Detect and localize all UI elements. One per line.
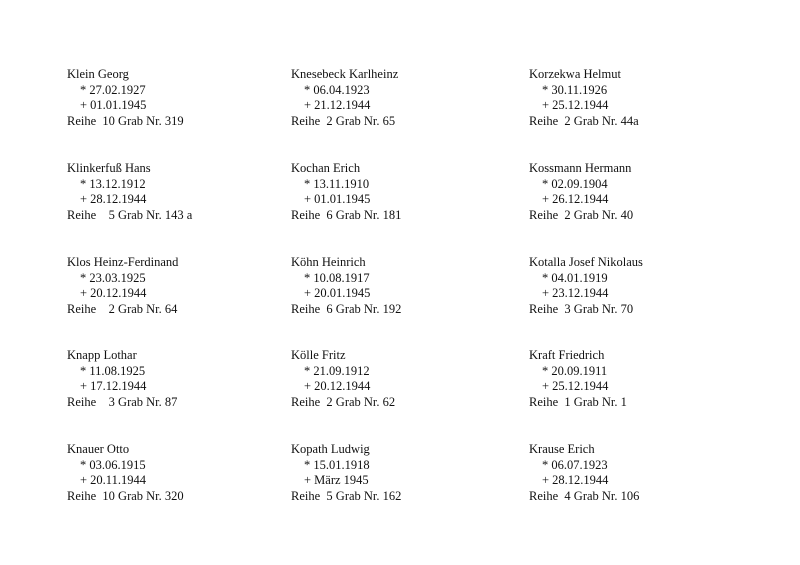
grave-number: 10 Grab Nr. 319 — [96, 113, 184, 128]
person-name: Kochan Erich — [291, 161, 361, 175]
row-label: Reihe — [67, 207, 97, 222]
person-name: Kotalla Josef Nikolaus — [529, 255, 643, 269]
death-date: + 20.11.1944 — [80, 473, 146, 488]
grave-entry — [67, 67, 184, 129]
row-label: Reihe — [529, 301, 559, 316]
person-name: Korzekwa Helmut — [529, 67, 621, 81]
birth-date: * 15.01.1918 — [304, 457, 370, 472]
person-name: Knesebeck Karlheinz — [291, 67, 399, 81]
row-label: Reihe — [291, 301, 321, 316]
grave-location — [529, 489, 639, 505]
person-name: Köhn Heinrich — [291, 255, 366, 269]
grave-entry — [67, 255, 178, 317]
row-label: Reihe — [67, 113, 97, 128]
grave-location — [291, 208, 401, 224]
birth-date: * 30.11.1926 — [542, 82, 608, 97]
death-date: + 01.01.1945 — [304, 192, 371, 207]
person-name: Klos Heinz-Ferdinand — [67, 255, 179, 269]
row-label: Reihe — [67, 301, 97, 316]
birth-date: * 13.12.1912 — [80, 176, 146, 191]
death-date: + 17.12.1944 — [80, 379, 147, 394]
grave-number: 2 Grab Nr. 62 — [320, 394, 396, 409]
person-name: Kossmann Hermann — [529, 161, 632, 175]
grave-entry — [291, 255, 401, 317]
death-date: + 23.12.1944 — [542, 286, 609, 301]
row-label: Reihe — [291, 113, 321, 128]
birth-date: * 11.08.1925 — [80, 363, 146, 378]
row-label: Reihe — [529, 488, 559, 503]
birth-date: * 20.09.1911 — [542, 363, 608, 378]
grave-number: 1 Grab Nr. 1 — [558, 394, 627, 409]
person-name: Knapp Lothar — [67, 348, 137, 362]
grave-number: 5 Grab Nr. 143 a — [96, 207, 193, 222]
row-label: Reihe — [529, 207, 559, 222]
grave-location — [67, 395, 177, 411]
grave-location — [67, 302, 178, 318]
grave-entry — [67, 442, 184, 504]
grave-number: 2 Grab Nr. 64 — [96, 301, 178, 316]
grave-location — [529, 208, 633, 224]
grave-entry — [529, 442, 639, 504]
grave-location — [529, 302, 643, 318]
person-name: Kopath Ludwig — [291, 442, 370, 456]
row-label: Reihe — [529, 394, 559, 409]
grave-location — [67, 114, 184, 130]
death-date: + 20.12.1944 — [80, 286, 147, 301]
grave-location — [291, 114, 398, 130]
grave-location — [529, 114, 639, 130]
birth-date: * 06.07.1923 — [542, 457, 608, 472]
birth-date: * 10.08.1917 — [304, 270, 370, 285]
grave-entry — [291, 67, 398, 129]
person-name: Klein Georg — [67, 67, 129, 81]
birth-date: * 04.01.1919 — [542, 270, 608, 285]
grave-number: 10 Grab Nr. 320 — [96, 488, 184, 503]
grave-entry — [67, 348, 177, 410]
grave-entry — [529, 161, 633, 223]
birth-date: * 21.09.1912 — [304, 363, 370, 378]
person-name: Kraft Friedrich — [529, 348, 605, 362]
row-label: Reihe — [291, 394, 321, 409]
grave-number: 2 Grab Nr. 40 — [558, 207, 634, 222]
grave-entry — [529, 348, 627, 410]
grave-entry — [67, 161, 192, 223]
grave-number: 4 Grab Nr. 106 — [558, 488, 640, 503]
death-date: + 25.12.1944 — [542, 98, 609, 113]
birth-date: * 27.02.1927 — [80, 82, 146, 97]
row-label: Reihe — [291, 207, 321, 222]
grave-location — [67, 489, 184, 505]
grave-number: 6 Grab Nr. 181 — [320, 207, 402, 222]
grave-location — [291, 395, 395, 411]
birth-date: * 23.03.1925 — [80, 270, 146, 285]
death-date: + 20.12.1944 — [304, 379, 371, 394]
death-date: + 25.12.1944 — [542, 379, 609, 394]
death-date: + 28.12.1944 — [542, 473, 609, 488]
grave-entry — [529, 67, 639, 129]
grave-number: 2 Grab Nr. 65 — [320, 113, 396, 128]
birth-date: * 03.06.1915 — [80, 457, 146, 472]
birth-date: * 02.09.1904 — [542, 176, 608, 191]
grave-number: 3 Grab Nr. 70 — [558, 301, 634, 316]
person-name: Klinkerfuß Hans — [67, 161, 151, 175]
death-date: + 20.01.1945 — [304, 286, 371, 301]
grave-location — [291, 302, 401, 318]
grave-number: 3 Grab Nr. 87 — [96, 394, 178, 409]
birth-date: * 13.11.1910 — [304, 176, 370, 191]
death-date: + 01.01.1945 — [80, 98, 147, 113]
grave-entry — [291, 442, 401, 504]
row-label: Reihe — [67, 488, 97, 503]
person-name: Knauer Otto — [67, 442, 130, 456]
row-label: Reihe — [529, 113, 559, 128]
row-label: Reihe — [67, 394, 97, 409]
grave-number: 6 Grab Nr. 192 — [320, 301, 402, 316]
birth-date: * 06.04.1923 — [304, 82, 370, 97]
death-date: + März 1945 — [304, 473, 369, 488]
grave-number: 2 Grab Nr. 44a — [558, 113, 639, 128]
grave-location — [529, 395, 627, 411]
grave-number: 5 Grab Nr. 162 — [320, 488, 402, 503]
death-date: + 26.12.1944 — [542, 192, 609, 207]
death-date: + 21.12.1944 — [304, 98, 371, 113]
grave-location — [291, 489, 401, 505]
person-name: Kölle Fritz — [291, 348, 346, 362]
grave-entry — [291, 348, 395, 410]
grave-entry — [529, 255, 643, 317]
person-name: Krause Erich — [529, 442, 595, 456]
grave-entry — [291, 161, 401, 223]
row-label: Reihe — [291, 488, 321, 503]
grave-location — [67, 208, 192, 224]
death-date: + 28.12.1944 — [80, 192, 147, 207]
